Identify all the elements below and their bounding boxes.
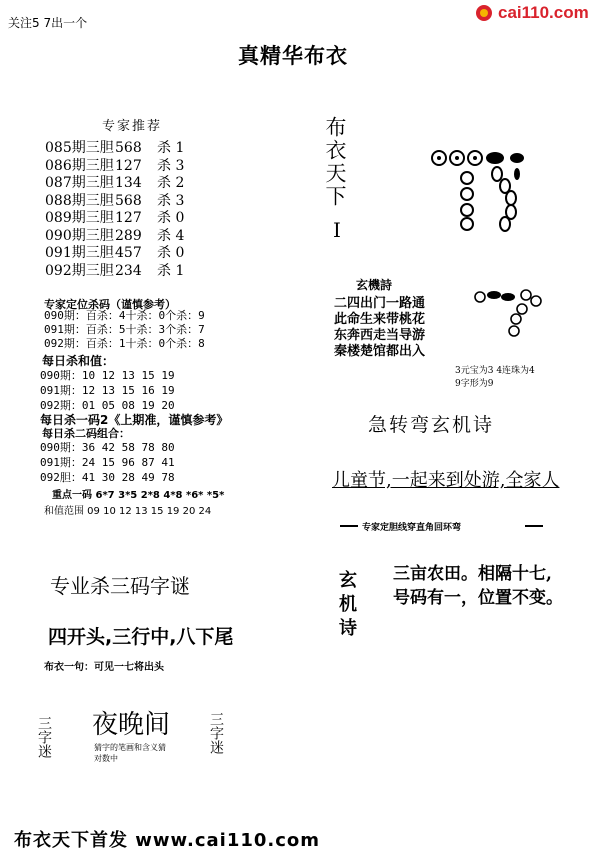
- riddle-text: 四开头,三行中,八下尾: [48, 626, 234, 648]
- buyi-line: 布衣一句：可见一七将出头: [44, 662, 164, 673]
- nums-cell: 289: [115, 227, 142, 244]
- period-cell: 085期三胆: [45, 140, 114, 156]
- two-code-title: 每日杀二码组合：: [42, 427, 130, 440]
- side-right-label: 三字迷: [208, 712, 224, 754]
- expert-line-text: 专家定胆线穿直角回环弯: [362, 523, 462, 533]
- sum-range: 和值范围 09 10 12 13 15 19 20 24: [44, 506, 212, 517]
- period-cell: 090期三胆: [45, 227, 114, 244]
- table-row: [45, 140, 184, 158]
- small-note: 猜字的笔画和含义猜 对数中: [94, 743, 166, 763]
- table-row: [45, 175, 184, 193]
- list-item: 092期：百杀：1十杀：0个杀：8: [44, 337, 205, 350]
- key-code: 重点一码 6*7 3*5 2*8 4*8 *6* *5*: [52, 490, 225, 501]
- list-item: 092期：01 05 08 19 20: [40, 399, 175, 412]
- hint-b: 9字形为9: [455, 379, 494, 389]
- kill-cell: 杀 1: [157, 140, 185, 156]
- block1-title: 专家推荐: [102, 119, 163, 134]
- table-row: [45, 263, 184, 281]
- period-cell: 092期三胆: [45, 262, 114, 279]
- list-item: 091期：24 15 96 87 41: [40, 456, 175, 469]
- site-logo[interactable]: [470, 2, 600, 24]
- poem-line: 二四出门一路通: [334, 296, 426, 311]
- footer-text: 布衣天下首发 www.cai110.com: [14, 830, 321, 851]
- expert-line: [340, 520, 545, 532]
- divider: [340, 525, 358, 527]
- list-item: 090期：36 42 58 78 80: [40, 441, 175, 454]
- table-row: [45, 210, 184, 228]
- buyi-vertical: 布衣天下: [323, 116, 347, 208]
- poem-title: 玄機詩: [356, 278, 393, 292]
- period-cell: 091期三胆: [45, 245, 114, 261]
- table-row: [45, 245, 184, 263]
- kill-cell: 杀 4: [157, 227, 185, 244]
- night-text: 夜晚间: [92, 710, 171, 740]
- poem-line: 东奔西走当导游: [334, 328, 426, 343]
- nums-cell: 568: [115, 192, 142, 209]
- table-row: [45, 193, 184, 211]
- list-item: 091期：12 13 15 16 19: [40, 384, 175, 397]
- field-line: 三亩农田。相隔十七,: [393, 564, 552, 584]
- turn-title: 急转弯玄机诗: [368, 414, 495, 436]
- field-poem: [393, 562, 563, 610]
- childrens-day-text: 儿童节,一起来到处游,全家人: [332, 470, 560, 491]
- nums-cell: 234: [115, 262, 142, 279]
- list-item: 090期：百杀：4十杀：0个杀：9: [44, 309, 205, 322]
- divider: [525, 525, 543, 527]
- riddle-title: 专业杀三码字谜: [50, 574, 190, 598]
- nums-cell: 568: [115, 140, 142, 156]
- period-cell: 087期三胆: [45, 175, 114, 191]
- nums-cell: 457: [115, 245, 142, 261]
- field-line: 号码有一，位置不变。: [393, 588, 563, 608]
- page-title: 真精华布衣: [238, 44, 348, 68]
- hint-a: 3元宝为3 4连珠为4: [455, 366, 535, 376]
- coin-figure-2-icon: [470, 285, 550, 345]
- nums-cell: 127: [115, 210, 142, 226]
- site-logo-text: cai110.com: [498, 3, 589, 22]
- kill-cell: 杀 0: [157, 210, 185, 226]
- follow-text: 关注5 7出一个: [8, 16, 88, 30]
- kill-title: 专家定位杀码（谨慎参考）: [44, 298, 176, 311]
- three-dan-table: [45, 140, 184, 280]
- buyi-mark: I: [333, 218, 341, 242]
- period-cell: 089期三胆: [45, 210, 114, 226]
- list-item: 090期：10 12 13 15 19: [40, 369, 175, 382]
- poem-text: [334, 296, 425, 360]
- logo-icon: [474, 3, 494, 23]
- kill-list: [44, 309, 205, 351]
- table-row: [45, 158, 184, 176]
- kill-cell: 杀 3: [157, 192, 185, 209]
- table-row: [45, 228, 184, 246]
- coin-figure-icon: [425, 140, 535, 240]
- period-cell: 088期三胆: [45, 192, 114, 209]
- kill-cell: 杀 3: [157, 157, 185, 174]
- nums-cell: 134: [115, 175, 142, 191]
- period-cell: 086期三胆: [45, 157, 114, 174]
- one-code-title: 每日杀一码2《上期准，谨慎参考》: [40, 413, 229, 427]
- xuanji-vertical: 玄机诗: [336, 570, 357, 642]
- nums-cell: 127: [115, 157, 142, 174]
- sum-list: [40, 368, 175, 413]
- side-left-label: 三字迷: [36, 716, 52, 758]
- kill-cell: 杀 0: [157, 245, 185, 261]
- sum-title: 每日杀和值：: [42, 354, 115, 368]
- list-item: 092胆：41 30 28 49 78: [40, 471, 175, 484]
- kill-cell: 杀 2: [157, 175, 185, 191]
- poem-line: 秦楼楚馆都出入: [334, 344, 426, 359]
- poem-line: 此命生来带桃花: [334, 312, 426, 327]
- kill-cell: 杀 1: [157, 262, 185, 279]
- two-code-list: [40, 440, 175, 485]
- list-item: 091期：百杀：5十杀：3个杀：7: [44, 323, 205, 336]
